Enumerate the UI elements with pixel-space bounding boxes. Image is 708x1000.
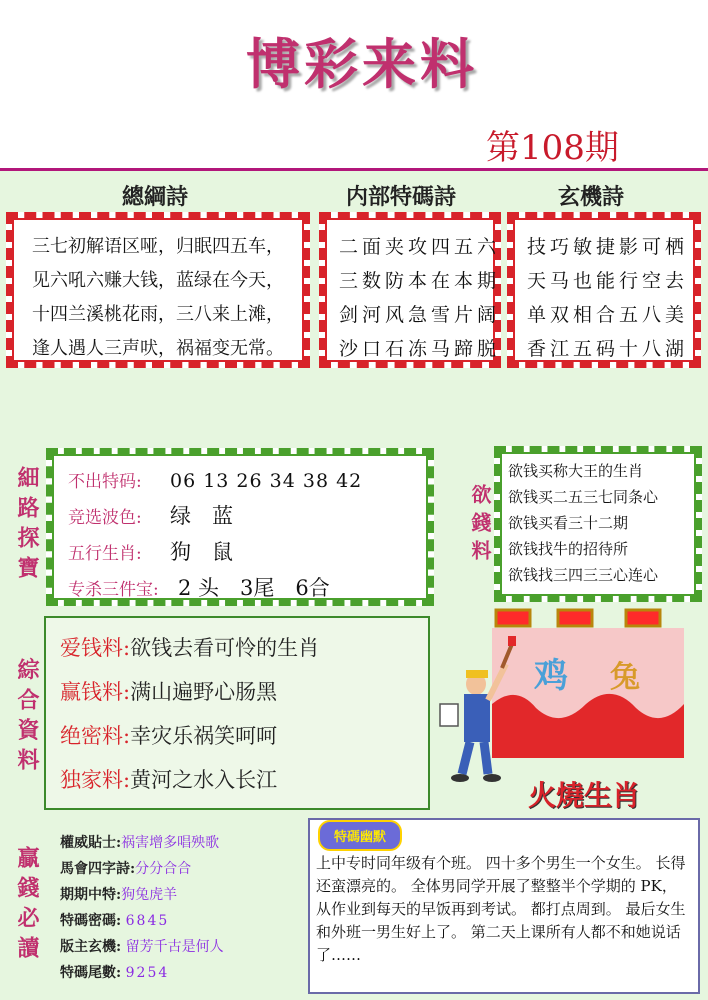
painted-zodiac-word: 鸡 (534, 656, 568, 696)
internal-poem-line: 沙口石冻马蹄脱 (339, 338, 501, 360)
combined-box (44, 616, 430, 810)
must-read-value: 祸害增多唱殃歌 (121, 835, 220, 851)
detail-row-label: 五行生肖: (68, 544, 142, 564)
painting-caption: 火燒生肖 (528, 779, 641, 812)
combined-row-label: 绝密料: (60, 724, 131, 748)
must-read-value: 9254 (125, 965, 170, 981)
want-money-line: 欲钱找三四三三心连心 (508, 566, 659, 584)
joke-text: 上中专时同年级有个班。 四十多个男生一个女生。 长得还蛮漂亮的。 全体男同学开展了整整半个学期的 PK， 从作业到每天的早饭再到考试。 都打点周到。 最后女生和外班一男生好上了。 第二天上课所有人都不和她说话了…… (316, 854, 686, 964)
must-read-row (60, 882, 306, 908)
detail-row-label: 专杀三件宝: (68, 580, 159, 600)
detail-box (46, 448, 434, 606)
detail-row (68, 535, 426, 571)
combined-row (60, 670, 428, 714)
want-money-line: 欲钱买看三十二期 (508, 514, 629, 532)
combined-row-value: 满山遍野心肠黑 (130, 680, 278, 704)
detail-row-value: 绿 蓝 (170, 504, 233, 528)
general-poem-title: 總綱詩 (122, 184, 189, 210)
must-read-row (60, 830, 306, 856)
detail-row-value: 06 13 26 34 38 42 (170, 470, 363, 492)
must-read-label: 特碼尾數: (60, 965, 122, 981)
must-read-row (60, 934, 306, 960)
combined-row (60, 626, 428, 670)
combined-row (60, 714, 428, 758)
want-money-box (494, 446, 702, 602)
general-poem-line: 逢人遇人三声吠，祸福变无常。 (32, 338, 284, 359)
general-poem-line: 见六吼六赚大钱，蓝绿在今天， (32, 270, 284, 291)
internal-poem-line: 剑河风急雪片阔 (339, 304, 501, 326)
detail-row (68, 571, 426, 607)
combined-row-value: 黄河之水入长江 (130, 768, 278, 792)
must-read-row (60, 856, 306, 882)
mystic-poem-line: 天马也能行空去 (527, 270, 689, 292)
detail-row-label: 竞选波色: (68, 508, 142, 528)
mystic-poem-title: 玄機詩 (558, 184, 625, 210)
must-read-value: 留芳千古是何人 (125, 939, 224, 955)
page-title: 博彩来料 (246, 32, 478, 96)
detail-row-label: 不出特码: (68, 472, 142, 492)
must-read-label: 權威貼士: (60, 835, 122, 851)
must-read-row (60, 908, 306, 934)
must-read-value: 狗兔虎羊 (121, 887, 178, 903)
must-read-label: 特碼密碼: (60, 913, 122, 929)
want-money-line: 欲钱买二五三七同条心 (508, 488, 659, 506)
must-read-label: 版主玄機: (60, 939, 122, 955)
general-poem-line: 三七初解语区哑，归眠四五车， (32, 236, 284, 257)
mystic-poem-line: 技巧敏捷影可栖 (527, 236, 689, 258)
combined-side-label: 綜合資料 (14, 658, 40, 778)
issue-number: 第108期 (486, 128, 619, 168)
header-divider (0, 168, 708, 171)
mystic-poem-box (507, 212, 701, 368)
want-money-line: 欲钱买称大王的生肖 (508, 462, 644, 480)
detail-row-value: 2 头 3尾 6合 (178, 576, 330, 600)
combined-row-value: 幸灾乐祸笑呵呵 (130, 724, 278, 748)
detail-side-label: 細路探寶 (14, 466, 40, 586)
internal-poem-line: 二面夹攻四五六 (339, 236, 501, 258)
combined-row-label: 独家料: (60, 768, 131, 792)
internal-poem-title: 内部特碼詩 (346, 184, 457, 210)
mystic-poem-line: 香江五码十八湖 (527, 338, 689, 360)
combined-row-value: 欲钱去看可怜的生肖 (130, 636, 320, 660)
detail-row (68, 464, 426, 499)
general-poem-box (6, 212, 310, 368)
detail-row (68, 499, 426, 535)
painted-zodiac-word: 兔 (610, 660, 640, 695)
must-read-label: 期期中特: (60, 887, 122, 903)
must-read-row (60, 960, 306, 986)
combined-row-label: 爱钱料: (60, 636, 131, 660)
general-poem-line: 十四兰溪桃花雨，三八来上滩， (32, 304, 284, 325)
joke-title-badge: 特碼幽默 (318, 820, 402, 851)
must-read-value: 分分合合 (135, 861, 192, 877)
mystic-poem-line: 单双相合五八美 (527, 304, 689, 326)
combined-row-label: 赢钱料: (60, 680, 131, 704)
detail-row-value: 狗 鼠 (170, 540, 233, 564)
must-read-label: 馬會四字詩: (60, 861, 136, 877)
internal-poem-box (319, 212, 501, 368)
must-read-side-label: 贏錢必讀 (14, 846, 40, 966)
want-money-side-label: 欲錢料 (468, 484, 492, 568)
internal-poem-line: 三数防本在本期 (339, 270, 501, 292)
combined-row (60, 758, 428, 802)
must-read-value: 6845 (125, 913, 170, 929)
must-read-list (60, 830, 306, 986)
want-money-line: 欲钱找牛的招待所 (508, 540, 629, 558)
